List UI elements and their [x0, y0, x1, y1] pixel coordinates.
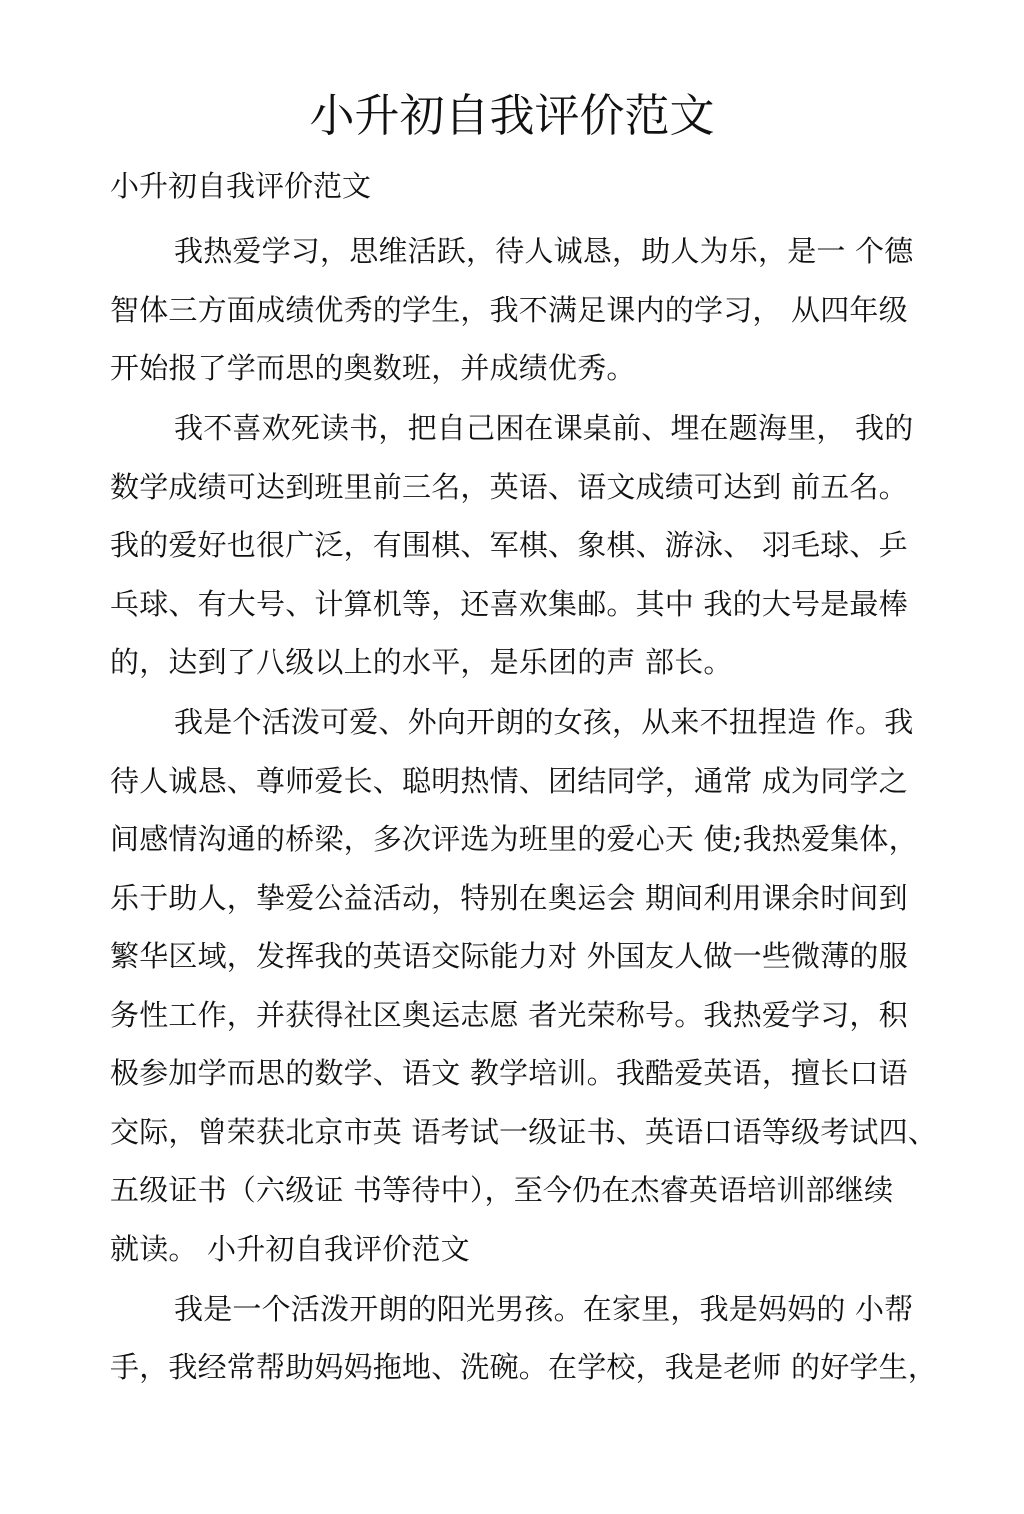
paragraph-line: 我热爱学习，思维活跃，待人诚恳，助人为乐，是一 个德 — [174, 234, 914, 268]
paragraph-line: 五级证书（六级证 书等待中），至今仍在杰睿英语培训部继续 — [110, 1173, 894, 1207]
paragraph-line: 开始报了学而思的奥数班，并成绩优秀。 — [110, 351, 636, 385]
paragraph-line: 待人诚恳、尊师爱长、聪明热情、团结同学，通常 成为同学之 — [110, 763, 908, 798]
paragraph-line: 我是个活泼可爱、外向开朗的女孩，从来不扭捏造 作。我 — [174, 705, 914, 739]
paragraph-line: 我的爱好也很广泛，有围棋、军棋、象棋、游泳、 羽毛球、乒 — [110, 528, 908, 562]
paragraph-line: 的，达到了八级以上的水平，是乐团的声 部长。 — [110, 645, 733, 679]
paragraph-4 — [110, 1280, 938, 1397]
paragraph-1 — [110, 222, 925, 398]
paragraph-3 — [110, 693, 938, 1278]
paragraph-line: 乓球、有大号、计算机等，还喜欢集邮。其中 我的大号是最棒 — [110, 586, 908, 621]
paragraph-line: 繁华区域，发挥我的英语交际能力对 外国友人做一些微薄的服 — [110, 939, 908, 973]
document-title: 小升初自我评价范文 — [309, 89, 715, 142]
paragraph-line: 数学成绩可达到班里前三名，英语、语文成绩可达到 前五名。 — [110, 469, 908, 504]
paragraph-line: 务性工作，并获得社区奥运志愿 者光荣称号。我热爱学习，积 — [110, 997, 908, 1032]
paragraph-line: 乐于助人，挚爱公益活动，特别在奥运会 期间利用课余时间到 — [110, 880, 908, 915]
paragraph-line: 手，我经常帮助妈妈拖地、洗碗。在学校，我是老师 的好学生， — [110, 1350, 938, 1384]
paragraph-line: 我是一个活泼开朗的阳光男孩。在家里，我是妈妈的 小帮 — [174, 1291, 914, 1326]
paragraph-line: 我不喜欢死读书，把自己困在课桌前、埋在题海里， 我的 — [174, 411, 914, 445]
paragraph-line: 间感情沟通的桥梁，多次评选为班里的爱心天 使;我热爱集体， — [110, 822, 918, 856]
paragraph-line: 极参加学而思的数学、语文 教学培训。我酷爱英语，擅长口语 — [110, 1056, 908, 1090]
document-subtitle: 小升初自我评价范文 — [110, 169, 372, 203]
document-body — [110, 222, 938, 1398]
paragraph-line: 交际，曾荣获北京市英 语考试一级证书、英语口语等级考试四、 — [110, 1114, 938, 1149]
paragraph-2 — [110, 399, 925, 692]
paragraph-line: 就读。 小升初自我评价范文 — [110, 1231, 470, 1266]
paragraph-line: 智体三方面成绩优秀的学生，我不满足课内的学习， 从四年级 — [110, 292, 908, 327]
